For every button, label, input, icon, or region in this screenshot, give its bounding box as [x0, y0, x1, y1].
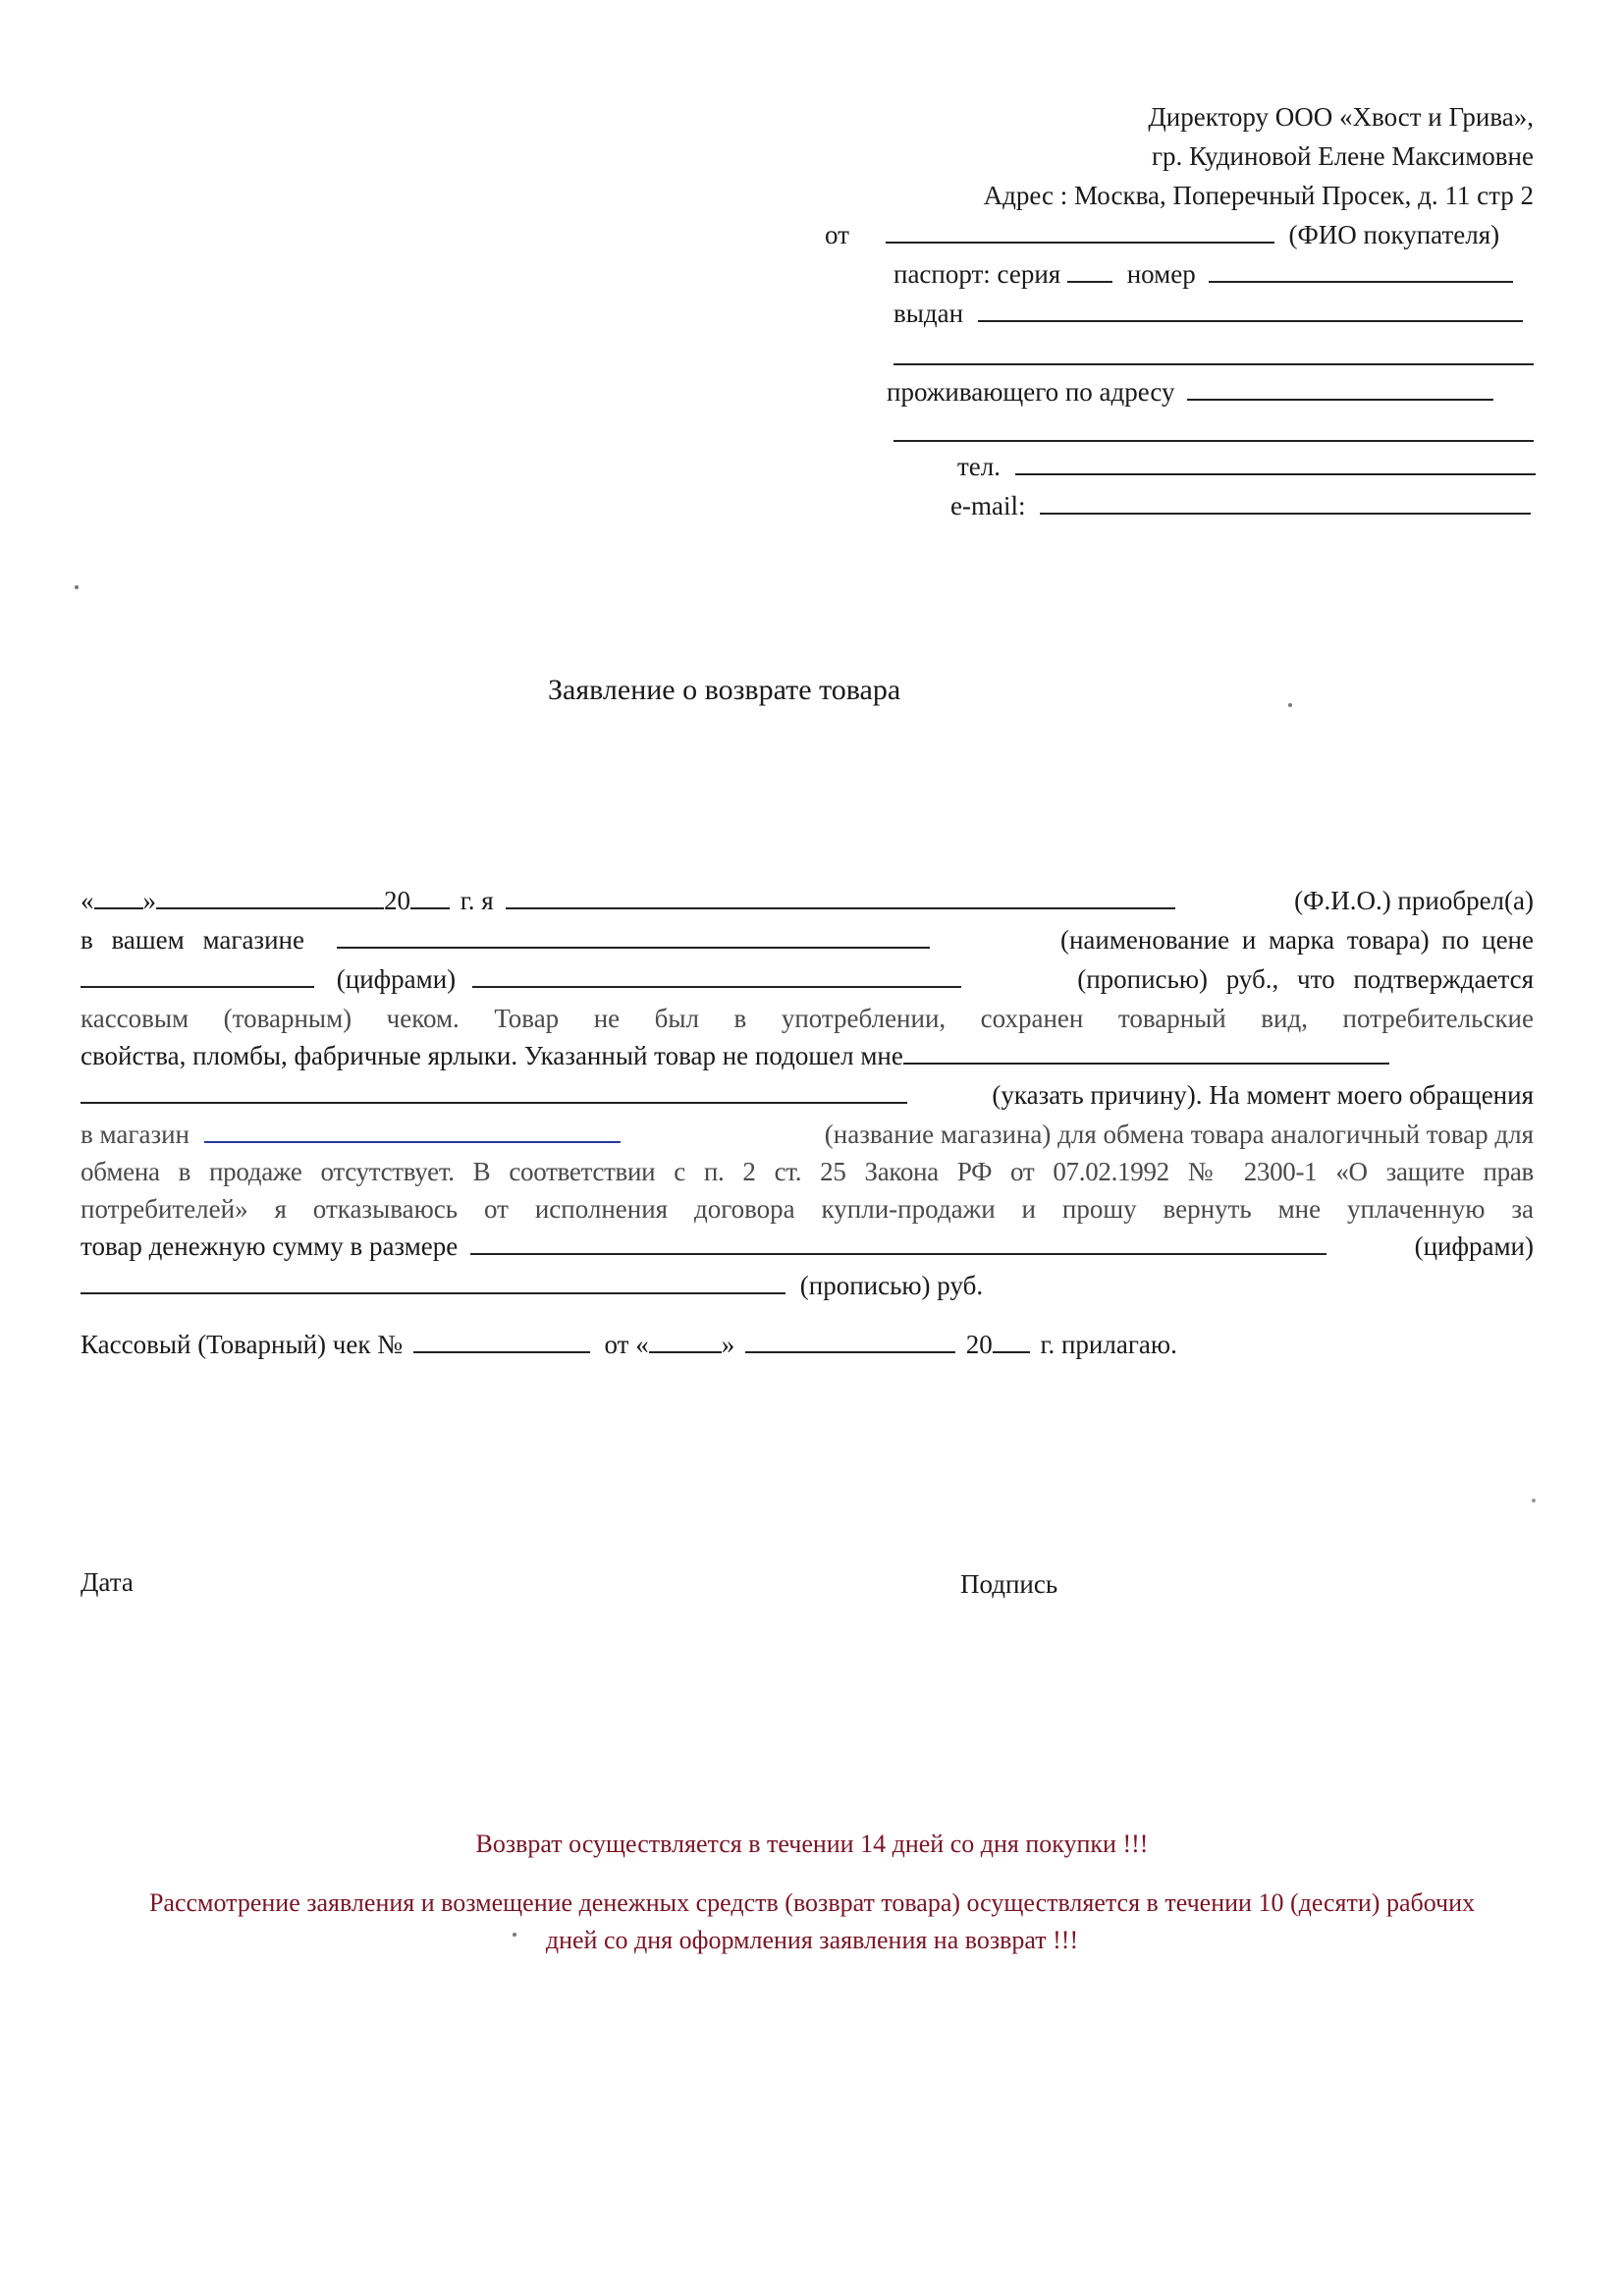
- year-suffix: г. я: [460, 886, 494, 915]
- price-digits-field[interactable]: [81, 960, 314, 988]
- price-words-field[interactable]: [472, 960, 961, 988]
- body-line-8: обмена в продаже отсутствует. В соответствии с п. 2 ст. 25 Закона РФ от 07.02.1992 № 2300-1 «О защите прав: [81, 1157, 1534, 1186]
- reason-hint: (указать причину). На момент моего обращения: [992, 1080, 1534, 1110]
- scan-speck: [1288, 703, 1292, 707]
- body-line-9: потребителей» я отказываюсь от исполнения договора купли-продажи и прошу вернуть мне уплаченную за: [81, 1194, 1534, 1224]
- refund-terms-note-line-2: дней со дня оформления заявления на возврат !!!: [545, 1926, 1079, 1954]
- addressee-line-2: гр. Кудиновой Елене Максимовне: [1151, 141, 1534, 171]
- refund-words-field[interactable]: [81, 1267, 785, 1294]
- issued-label: выдан: [893, 299, 964, 328]
- year-field[interactable]: [410, 882, 450, 909]
- issued-field-2[interactable]: [893, 363, 1534, 365]
- product-name-field[interactable]: [337, 921, 930, 949]
- receipt-date-label: от «: [604, 1330, 649, 1359]
- email-label: e-mail:: [950, 491, 1026, 520]
- passport-row: [893, 255, 1513, 293]
- signature-label: Подпись: [960, 1569, 1058, 1599]
- year-prefix: 20: [384, 886, 410, 915]
- addressee-line-1: Директору ООО «Хвост и Грива»,: [1148, 102, 1534, 132]
- refund-terms-note-line-1: Рассмотрение заявления и возмещение денежных средств (возврат товара) осуществляется в течении 10 (десяти) рабочих: [148, 1888, 1476, 1917]
- residence-field-2[interactable]: [893, 440, 1534, 442]
- refund-digits-hint: (цифрами): [1414, 1231, 1534, 1261]
- fio-hint: (Ф.И.О.) приобрел(а): [1294, 886, 1534, 915]
- phone-row: [957, 448, 1536, 485]
- body-line-10: [81, 1228, 1534, 1265]
- email-field[interactable]: [1040, 487, 1531, 515]
- receipt-number-field[interactable]: [413, 1326, 590, 1353]
- from-label: от: [825, 220, 849, 249]
- email-row: [950, 487, 1531, 524]
- document-title: Заявление о возврате товара: [548, 674, 901, 706]
- passport-series-label: паспорт: серия: [893, 259, 1061, 289]
- phone-field[interactable]: [1015, 448, 1536, 475]
- from-row: [825, 216, 1534, 253]
- body-line-11: [81, 1267, 1534, 1304]
- passport-number-label: номер: [1126, 259, 1196, 289]
- month-field[interactable]: [156, 882, 384, 909]
- receipt-year-field[interactable]: [993, 1326, 1030, 1353]
- unsuitable-text: свойства, пломбы, фабричные ярлыки. Указанный товар не подошел мне: [81, 1041, 903, 1070]
- addressee-address: Адрес : Москва, Поперечный Просек, д. 11 стр 2: [983, 181, 1534, 210]
- issued-field[interactable]: [978, 295, 1523, 322]
- buyer-name-hint: (ФИО покупателя): [1288, 220, 1500, 249]
- body-line-3: [81, 960, 1534, 998]
- residence-field[interactable]: [1187, 373, 1493, 401]
- passport-number-field[interactable]: [1209, 255, 1513, 283]
- passport-series-field[interactable]: [1067, 255, 1112, 283]
- refund-digits-field[interactable]: [470, 1228, 1326, 1255]
- day-field[interactable]: [94, 882, 143, 909]
- reason-field[interactable]: [903, 1037, 1389, 1065]
- product-hint: (наименование и марка товара) по цене: [1059, 925, 1534, 955]
- body-line-2: [81, 921, 1534, 958]
- receipt-year-prefix: 20: [965, 1330, 993, 1359]
- refund-sum-label: товар денежную сумму в размере: [81, 1231, 459, 1261]
- receipt-day-field[interactable]: [649, 1326, 722, 1353]
- scan-speck: [75, 585, 79, 589]
- body-line-6: [81, 1076, 1534, 1114]
- quote-close: »: [142, 886, 156, 915]
- purchaser-fio-field[interactable]: [506, 882, 1175, 909]
- scan-speck: [513, 1933, 516, 1937]
- price-words-hint: (прописью) руб., что подтверждается: [1077, 964, 1534, 994]
- store-name-field[interactable]: [204, 1116, 621, 1143]
- receipt-quote-close: »: [721, 1330, 735, 1359]
- in-store-label: в вашем магазине: [81, 925, 304, 955]
- residence-row: [887, 373, 1493, 410]
- body-line-7: [81, 1116, 1534, 1153]
- return-period-note: Возврат осуществляется в течении 14 дней со дня покупки !!!: [475, 1830, 1149, 1858]
- phone-label: тел.: [957, 452, 1001, 481]
- quote-open: «: [81, 886, 94, 915]
- issued-row: [893, 295, 1523, 332]
- price-digits-hint: (цифрами): [336, 964, 457, 994]
- store-hint: (название магазина) для обмена товара аналогичный товар для: [824, 1120, 1534, 1149]
- body-line-1: [81, 882, 1534, 919]
- buyer-name-field[interactable]: [886, 216, 1274, 244]
- attached-text: г. прилагаю.: [1040, 1330, 1177, 1359]
- body-line-5: [81, 1037, 1534, 1074]
- scan-speck: [1532, 1499, 1536, 1503]
- reason-field-2[interactable]: [81, 1076, 907, 1104]
- receipt-line: [81, 1326, 1534, 1363]
- date-label: Дата: [81, 1567, 134, 1597]
- to-store-label: в магазин: [81, 1120, 190, 1149]
- residence-label: проживающего по адресу: [887, 377, 1175, 407]
- refund-words-hint: (прописью) руб.: [799, 1271, 984, 1300]
- receipt-label: Кассовый (Товарный) чек №: [81, 1330, 403, 1359]
- body-line-4: кассовым (товарным) чеком. Товар не был в употреблении, сохранен товарный вид, потребительские: [81, 1004, 1534, 1033]
- receipt-month-field[interactable]: [745, 1326, 955, 1353]
